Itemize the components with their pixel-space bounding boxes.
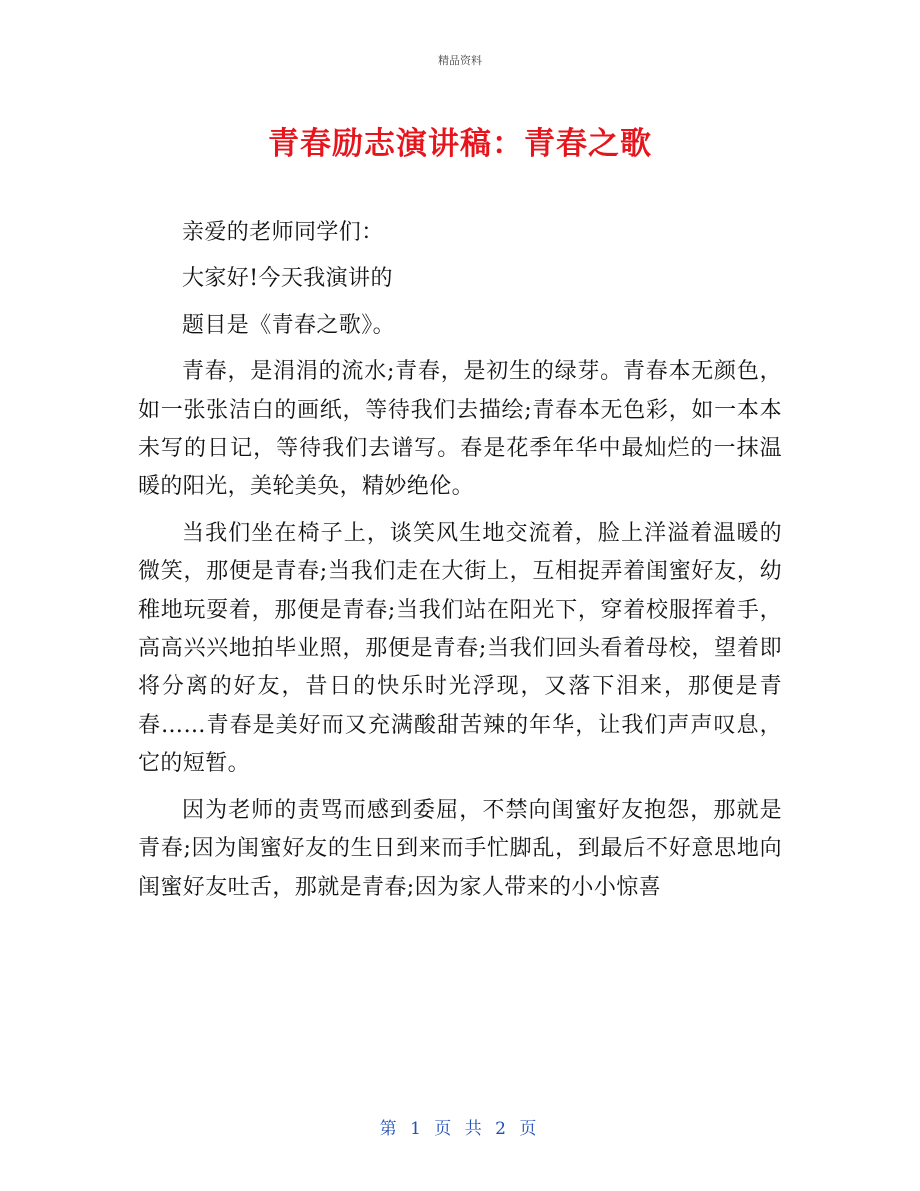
topic-paragraph: 题目是《青春之歌》。 xyxy=(182,312,396,338)
body-paragraph-1: 青春，是涓涓的流水;青春，是初生的绿芽。青春本无颜色，如一张张洁白的画纸，等待我们去描绘;青春本无色彩，如一本本未写的日记，等待我们去谱写。春是花季年华中最灿烂的一抹温暖的阳光，美轮美奂，精妙绝伦。 xyxy=(138,359,782,500)
body-paragraph-3: 因为老师的责骂而感到委屈，不禁向闺蜜好友抱怨，那就是青春;因为闺蜜好友的生日到来而手忙脚乱，到最后不好意思地向闺蜜好友吐舌，那就是青春;因为家人带来的小小惊喜 xyxy=(138,797,782,900)
body-paragraph-2: 当我们坐在椅子上，谈笑风生地交流着，脸上洋溢着温暖的微笑，那便是青春;当我们走在大街上，互相捉弄着闺蜜好友，幼稚地玩耍着，那便是青春;当我们站在阳光下，穿着校服挥着手，高高兴兴地拍毕业照，那便是青春;当我们回头看着母校，望着即将分离的好友，昔日的快乐时光浮现，又落下泪来，那便是青春……青春是美好而又充满酸甜苦辣的年华，让我们声声叹息，它的短暂。 xyxy=(138,520,782,777)
document-body xyxy=(138,214,782,907)
greeting-paragraph: 亲爱的老师同学们： xyxy=(182,220,384,245)
intro-paragraph: 大家好!今天我演讲的 xyxy=(182,266,393,292)
header-note: 精品资料 xyxy=(438,54,482,67)
document-title: 青春励志演讲稿：青春之歌 xyxy=(268,126,652,162)
page-number-footer: 第 1 页 共 2 页 xyxy=(379,1119,541,1139)
